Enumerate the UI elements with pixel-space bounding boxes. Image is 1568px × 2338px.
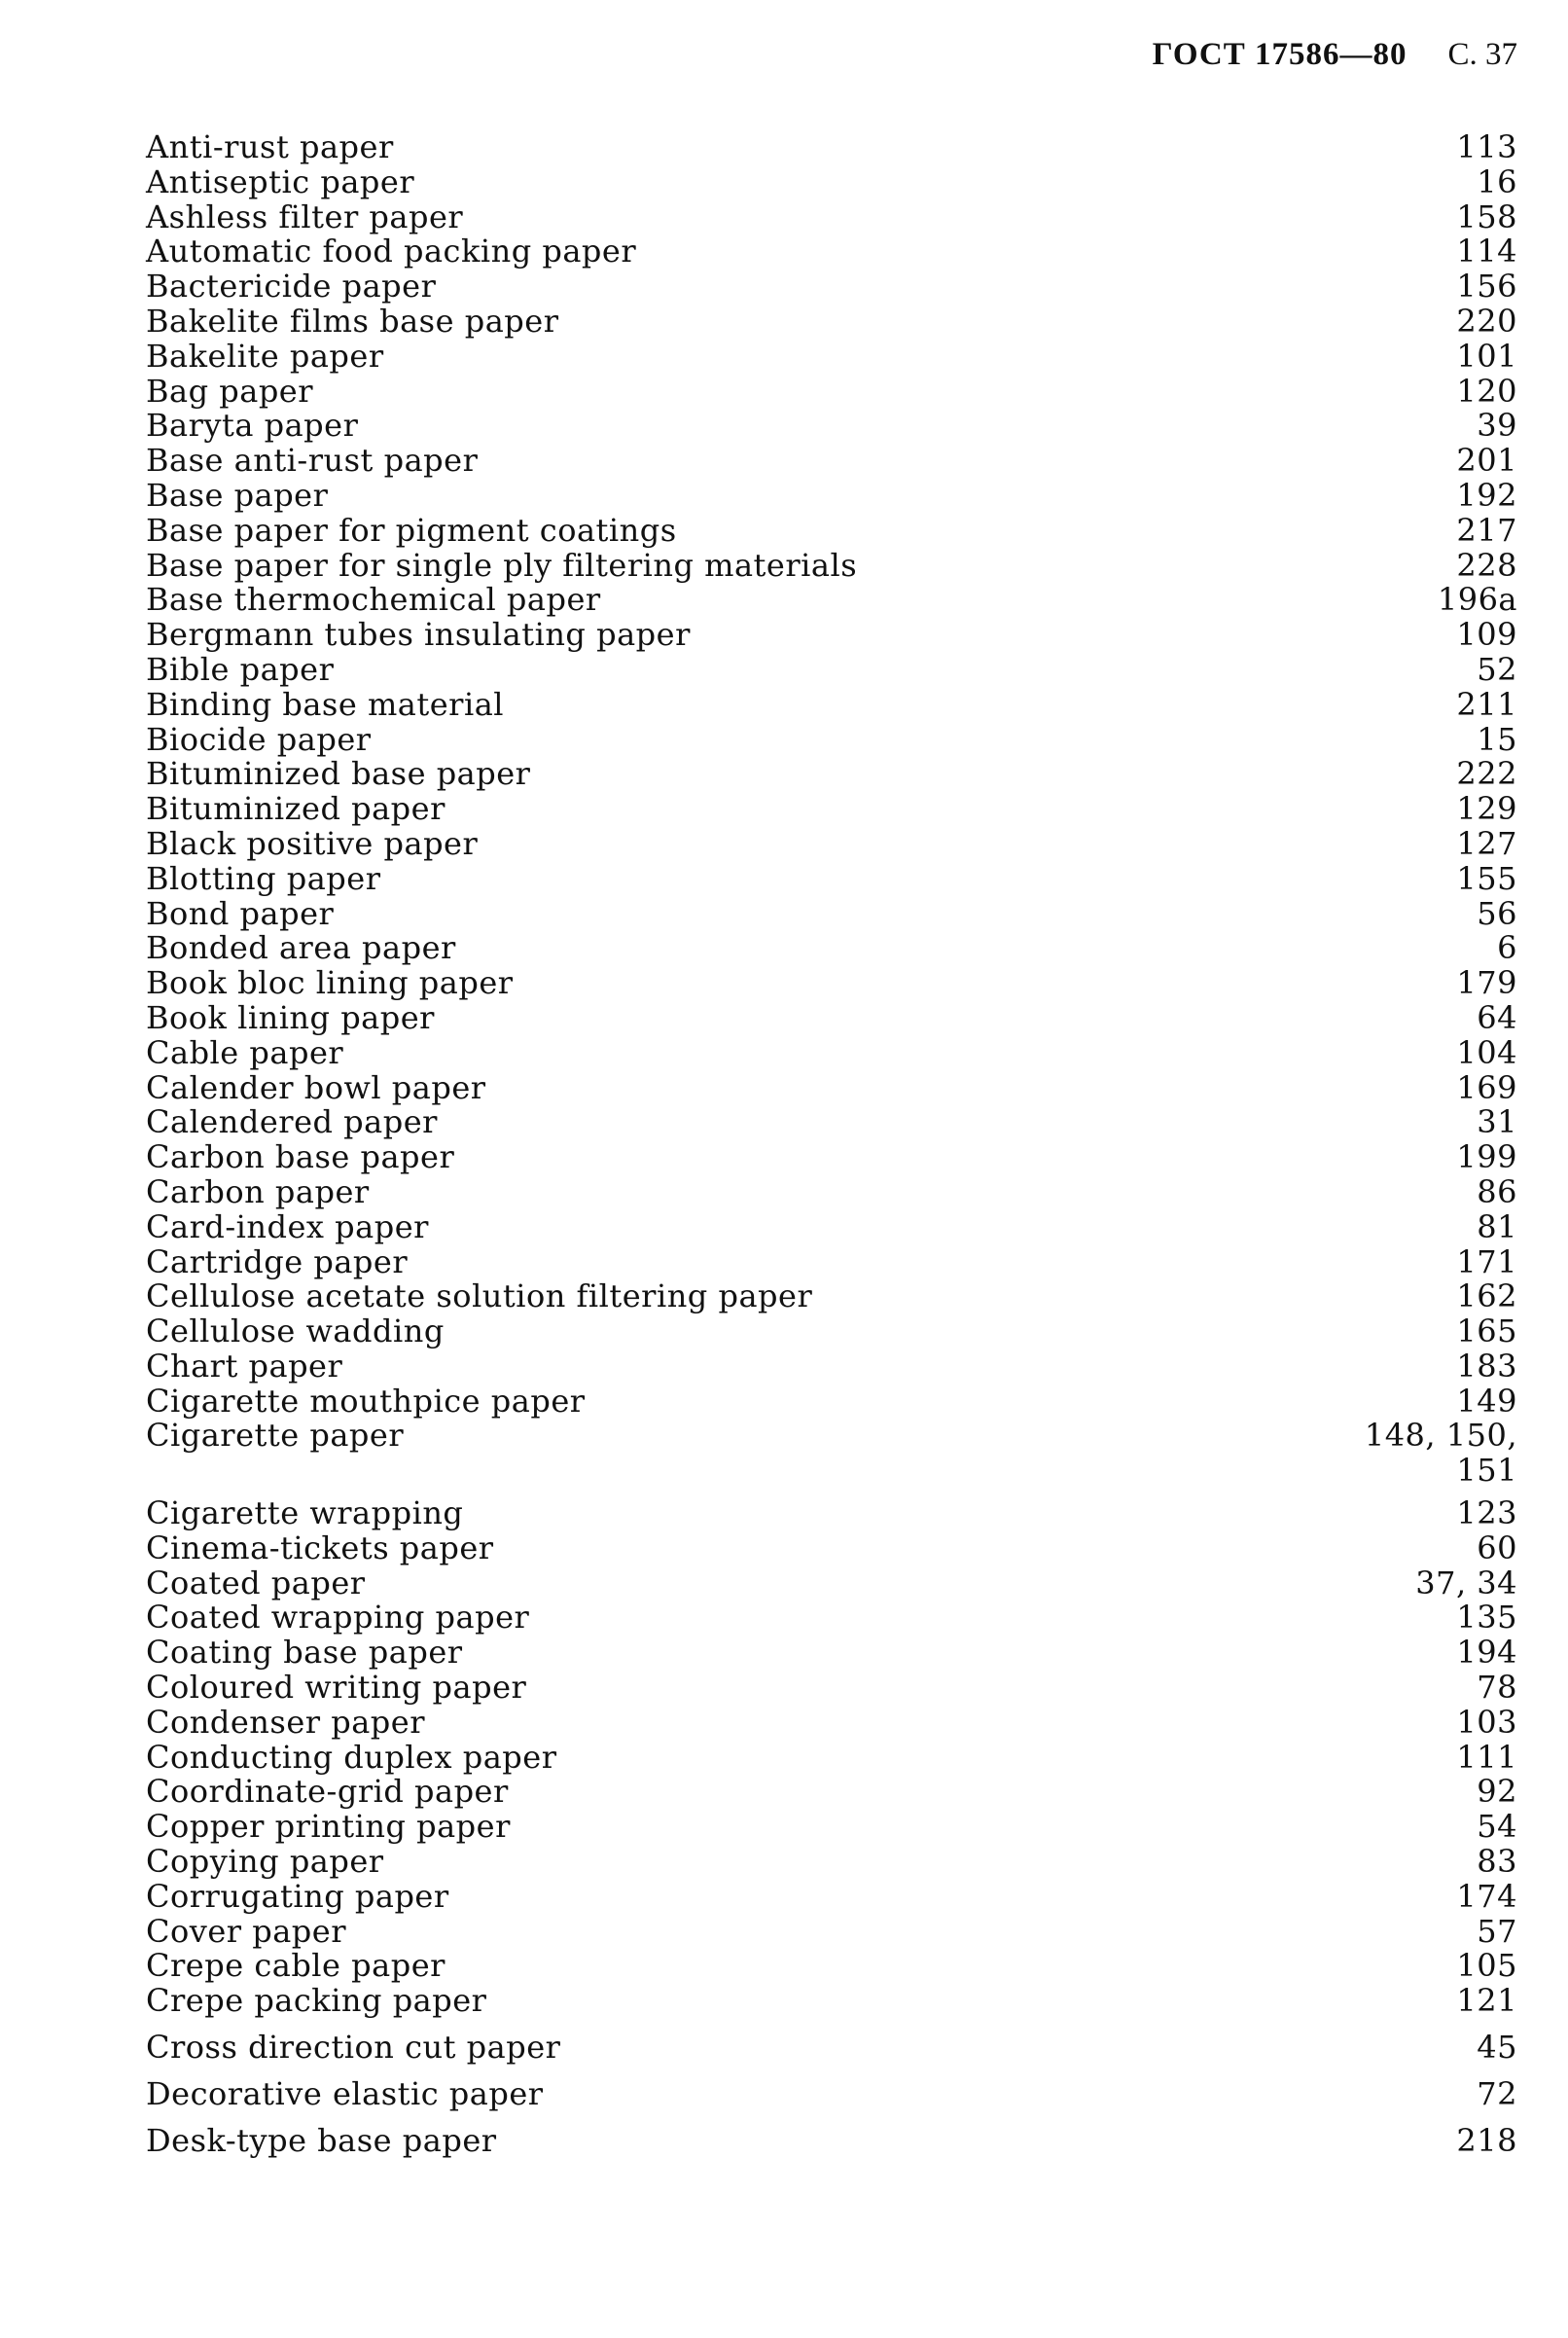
index-page-ref: 86: [1477, 1172, 1517, 1210]
index-entry: [146, 1496, 1517, 1531]
index-page-ref: 196a: [1437, 581, 1517, 619]
index-term: Ashless filter paper: [146, 198, 464, 235]
index-page-ref: 72: [1477, 2074, 1517, 2112]
index-entry: [146, 1601, 1517, 1636]
index-term: Base paper for single ply filtering materials: [146, 546, 858, 584]
index-entry: [146, 1984, 1517, 2019]
index-page-ref: 129: [1456, 790, 1517, 828]
index-entry: [146, 1877, 1517, 1915]
index-page-ref: 16: [1477, 162, 1517, 200]
index-term: Bag paper: [146, 372, 314, 410]
index-page-ref: 123: [1456, 1494, 1517, 1532]
index-entry: [146, 1671, 1517, 1706]
index-entry: [146, 1033, 1517, 1071]
index-page-ref: 104: [1456, 1033, 1517, 1071]
index-term: Cigarette paper: [146, 1417, 405, 1455]
index-entry: [146, 720, 1517, 758]
standard-number: ГОСТ 17586—80: [1152, 37, 1408, 72]
index-term: Coating base paper: [146, 1634, 463, 1672]
index-page-ref: 92: [1477, 1773, 1517, 1811]
index-term: Book lining paper: [146, 998, 435, 1036]
index-entry: [146, 1172, 1517, 1210]
index-term: Carbon paper: [146, 1172, 370, 1210]
index-entry: [146, 1738, 1517, 1776]
index-entry: [146, 337, 1517, 375]
index-entry: [146, 1382, 1517, 1420]
index-term: Cover paper: [146, 1912, 347, 1950]
index-entry: [146, 824, 1517, 862]
index-page-ref: 120: [1456, 372, 1517, 410]
index-term: Base paper: [146, 476, 329, 514]
index-page-ref: 15: [1477, 720, 1517, 758]
index-page-ref: 222: [1456, 755, 1517, 793]
index-page-ref: 169: [1456, 1068, 1517, 1106]
index-list: [146, 130, 1517, 2158]
index-entry: [146, 1068, 1517, 1106]
index-term: Bactericide paper: [146, 268, 437, 306]
index-term: Coloured writing paper: [146, 1669, 527, 1707]
index-term: Cross direction cut paper: [146, 2029, 561, 2067]
index-page-ref: 148, 150, 151: [1364, 1417, 1517, 1490]
index-entry: [146, 792, 1517, 827]
index-entry: [146, 618, 1517, 653]
index-entry: [146, 130, 1517, 165]
index-page-ref: 39: [1477, 407, 1517, 445]
index-page-ref: 199: [1456, 1138, 1517, 1176]
index-page-ref: 6: [1497, 929, 1517, 967]
page-header: [1153, 37, 1517, 73]
index-term: Bituminized base paper: [146, 755, 531, 793]
index-entry: [146, 894, 1517, 932]
index-term: Base thermochemical paper: [146, 581, 601, 619]
index-page-ref: 158: [1456, 198, 1517, 235]
index-term: Antiseptic paper: [146, 162, 415, 200]
index-term: Cable paper: [146, 1033, 344, 1071]
index-term: Blotting paper: [146, 859, 381, 897]
index-term: Base anti-rust paper: [146, 442, 479, 480]
index-page-ref: 211: [1456, 685, 1517, 723]
index-term: Bakelite paper: [146, 337, 384, 375]
index-term: Cartridge paper: [146, 1242, 409, 1280]
index-term: Base paper for pigment coatings: [146, 511, 677, 549]
index-term: Coated paper: [146, 1564, 366, 1601]
index-term: Bible paper: [146, 650, 335, 688]
index-page-ref: 220: [1456, 302, 1517, 340]
index-entry: [146, 1314, 1517, 1349]
index-page-ref: 179: [1456, 964, 1517, 1002]
index-entry: [146, 476, 1517, 514]
index-entry: [146, 685, 1517, 723]
index-page-ref: 37, 34: [1415, 1564, 1517, 1601]
index-term: Crepe cable paper: [146, 1947, 445, 1985]
index-page-ref: 192: [1456, 476, 1517, 514]
index-page-ref: 78: [1477, 1669, 1517, 1707]
index-page-ref: 217: [1456, 511, 1517, 549]
index-entry: [146, 1207, 1517, 1245]
index-term: Anti-rust paper: [146, 128, 394, 165]
index-page-ref: 174: [1456, 1877, 1517, 1915]
index-page-ref: 52: [1477, 650, 1517, 688]
index-entry: [146, 859, 1517, 897]
index-term: Copying paper: [146, 1843, 384, 1881]
index-term: Bituminized paper: [146, 790, 445, 828]
index-entry: [146, 583, 1517, 618]
index-page-ref: 194: [1456, 1634, 1517, 1672]
index-page-ref: 60: [1477, 1529, 1517, 1566]
index-page-ref: 135: [1456, 1599, 1517, 1637]
index-term: Coordinate-grid paper: [146, 1773, 509, 1811]
index-page-ref: 45: [1477, 2029, 1517, 2067]
index-term: Chart paper: [146, 1347, 343, 1385]
index-entry: [146, 931, 1517, 966]
index-page-ref: 155: [1456, 859, 1517, 897]
index-entry: [146, 444, 1517, 479]
index-page-ref: 162: [1456, 1277, 1517, 1315]
index-entry: [146, 1636, 1517, 1671]
index-term: Condenser paper: [146, 1703, 425, 1741]
index-term: Coated wrapping paper: [146, 1599, 530, 1637]
index-term: Binding base material: [146, 685, 504, 723]
index-term: Book bloc lining paper: [146, 964, 514, 1002]
index-term: Bergmann tubes insulating paper: [146, 616, 691, 654]
index-entry: [146, 1949, 1517, 1984]
index-page-ref: 101: [1456, 337, 1517, 375]
index-entry: [146, 1279, 1517, 1314]
index-entry: [146, 302, 1517, 340]
index-entry: [146, 2121, 1517, 2159]
index-term: Cigarette wrapping: [146, 1494, 464, 1532]
index-page-ref: 111: [1456, 1738, 1517, 1776]
index-term: Bond paper: [146, 894, 335, 932]
index-term: Cellulose wadding: [146, 1313, 445, 1350]
index-entry: [146, 1810, 1517, 1845]
index-entry: [146, 966, 1517, 1001]
index-page-ref: 109: [1456, 616, 1517, 654]
index-entry: [146, 234, 1517, 270]
index-entry: [146, 650, 1517, 688]
index-page-ref: 31: [1477, 1103, 1517, 1141]
index-term: Calendered paper: [146, 1103, 438, 1141]
index-term: Calender bowl paper: [146, 1068, 486, 1106]
index-page-ref: 113: [1456, 128, 1517, 165]
index-entry: [146, 1242, 1517, 1280]
index-page-ref: 83: [1477, 1843, 1517, 1881]
index-entry: [146, 1775, 1517, 1810]
index-entry: [146, 1566, 1517, 1601]
index-entry: [146, 409, 1517, 444]
index-entry: [146, 270, 1517, 305]
index-term: Copper printing paper: [146, 1808, 511, 1846]
index-page-ref: 105: [1456, 1947, 1517, 1985]
index-term: Decorative elastic paper: [146, 2074, 544, 2112]
index-page-ref: 201: [1456, 442, 1517, 480]
page-number: С. 37: [1447, 37, 1517, 72]
index-term: Cinema-tickets paper: [146, 1529, 494, 1566]
index-term: Bakelite films base paper: [146, 302, 559, 340]
index-entry: [146, 2074, 1517, 2112]
index-entry: [146, 1349, 1517, 1385]
index-page-ref: 64: [1477, 998, 1517, 1036]
index-entry: [146, 1531, 1517, 1566]
index-page-ref: 57: [1477, 1912, 1517, 1950]
index-entry: [146, 1845, 1517, 1880]
index-page-ref: 183: [1456, 1347, 1517, 1385]
index-term: Carbon base paper: [146, 1138, 455, 1176]
index-entry: [146, 2031, 1517, 2066]
index-term: Crepe packing paper: [146, 1982, 487, 2020]
index-term: Biocide paper: [146, 720, 372, 758]
index-page-ref: 149: [1456, 1382, 1517, 1420]
index-page-ref: 103: [1456, 1703, 1517, 1741]
index-page-ref: 81: [1477, 1207, 1517, 1245]
index-entry: [146, 546, 1517, 584]
index-entry: [146, 372, 1517, 410]
index-term: Cellulose acetate solution filtering paper: [146, 1277, 813, 1315]
index-term: Card-index paper: [146, 1207, 429, 1245]
index-page-ref: 56: [1477, 894, 1517, 932]
index-term: Black positive paper: [146, 824, 479, 862]
index-term: Desk-type base paper: [146, 2121, 497, 2159]
index-entry: [146, 1703, 1517, 1741]
index-term: Bonded area paper: [146, 929, 456, 967]
index-entry: [146, 757, 1517, 792]
index-page-ref: 54: [1477, 1808, 1517, 1846]
index-term: Baryta paper: [146, 407, 359, 445]
index-term: Conducting duplex paper: [146, 1738, 557, 1776]
index-entry: [146, 1140, 1517, 1175]
index-term: Corrugating paper: [146, 1877, 449, 1915]
index-page-ref: 114: [1456, 233, 1517, 270]
index-entry: [146, 200, 1517, 235]
index-entry: [146, 998, 1517, 1036]
index-term: Cigarette mouthpice paper: [146, 1382, 586, 1420]
index-page-ref: 127: [1456, 824, 1517, 862]
index-term: Automatic food packing paper: [146, 233, 637, 270]
index-entry: [146, 162, 1517, 200]
index-page-ref: 228: [1456, 546, 1517, 584]
index-page-ref: 171: [1456, 1242, 1517, 1280]
index-page-ref: 156: [1456, 268, 1517, 306]
index-entry: [146, 1419, 1517, 1489]
index-page-ref: 121: [1456, 1982, 1517, 2020]
index-entry: [146, 1912, 1517, 1950]
index-page-ref: 218: [1456, 2121, 1517, 2159]
index-entry: [146, 511, 1517, 549]
index-page-ref: 165: [1456, 1313, 1517, 1350]
index-entry: [146, 1105, 1517, 1140]
